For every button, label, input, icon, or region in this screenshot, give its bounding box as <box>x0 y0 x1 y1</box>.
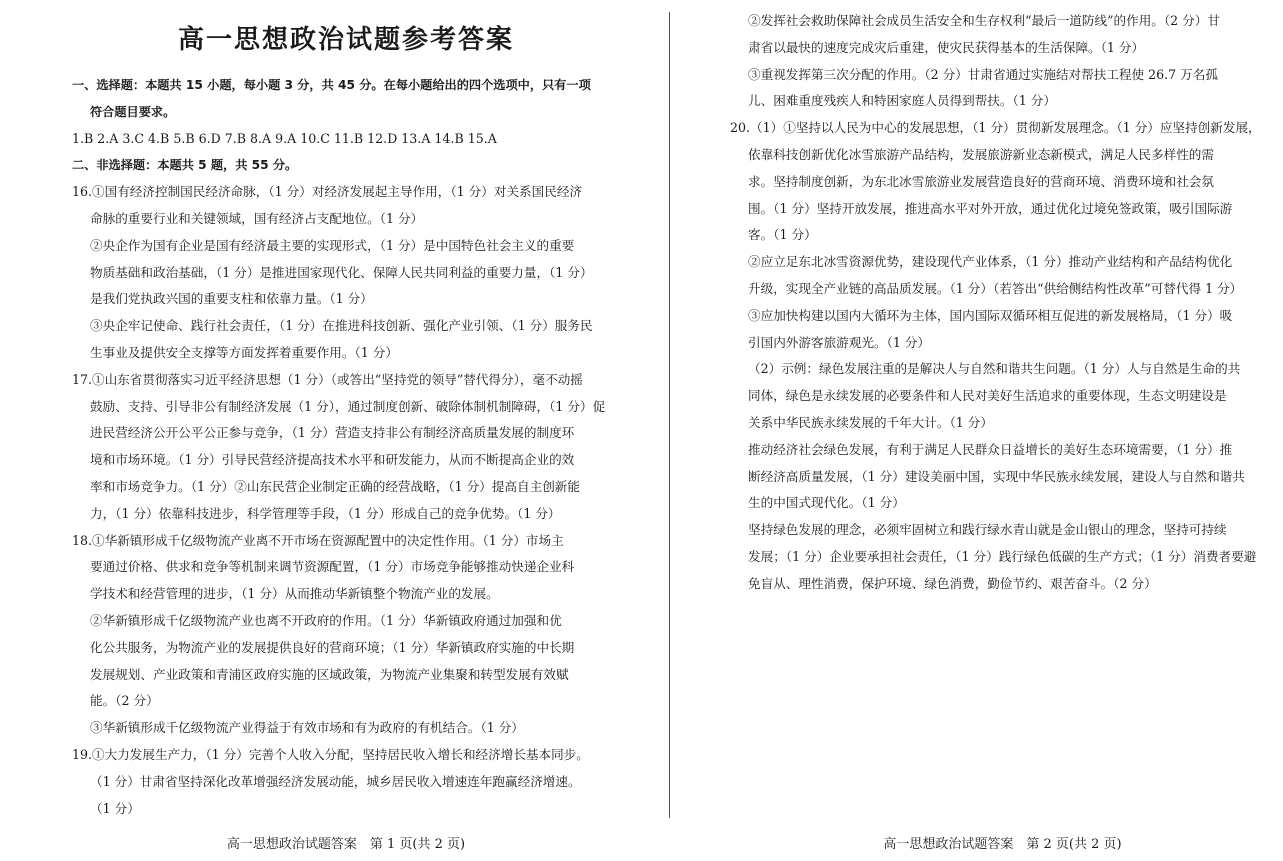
text-line: ②发挥社会救助保障社会成员生活安全和生存权利“最后一道防线”的作用。（2 分）甘 <box>748 13 1220 28</box>
text-line: ②华新镇形成千亿级物流产业也离不开政府的作用。（1 分）华新镇政府通过加强和优 <box>90 612 562 628</box>
text-line: 17.①山东省贯彻落实习近平经济思想（1 分）（或答出“坚持党的领导”替代得分），毫不动摇 <box>72 371 583 387</box>
text-line: 符合题目要求。 <box>90 104 176 119</box>
text-line: 1.B 2.A 3.C 4.B 5.B 6.D 7.B 8.A 9.A 10.C 11.B 12.D 13.A 14.B 15.A <box>72 130 497 146</box>
page-1-footer: 高一思想政治试题答案 第 1 页(共 2 页) <box>226 837 466 852</box>
text-line: 依靠科技创新优化冰雪旅游产品结构，发展旅游新业态新模式，满足人民多样性的需 <box>748 146 1214 162</box>
text-line: 客。（1 分） <box>748 227 817 243</box>
text-line: （1 分） <box>90 800 140 816</box>
text-line: ③华新镇形成千亿级物流产业得益于有效市场和有为政府的有机结合。（1 分） <box>90 720 524 736</box>
text-line: 19.①大力发展生产力，（1 分）完善个人收入分配，坚持居民收入增长和经济增长基本同步。 <box>72 746 589 762</box>
text-line: 关系中华民族永续发展的千年大计。（1 分） <box>748 414 993 430</box>
text-line: 求。坚持制度创新，为东北冰雪旅游业发展营造良好的营商环境、消费环境和社会氛 <box>748 173 1214 189</box>
text-line: 鼓励、支持、引导非公有制经济发展（1 分），通过制度创新、破除体制机制障碍，（1 分）促 <box>90 398 606 414</box>
text-line: ③重视发挥第三次分配的作用。（2 分）甘肃省通过实施结对帮扶工程使 26.7 万名孤 <box>748 66 1218 82</box>
text-line: ②央企作为国有企业是国有经济最主要的实现形式，（1 分）是中国特色社会主义的重要 <box>90 237 575 253</box>
text-line: 生的中国式现代化。（1 分） <box>748 495 905 511</box>
text-line: 命脉的重要行业和关键领域，国有经济占支配地位。（1 分） <box>90 210 424 226</box>
text-line: 学技术和经营管理的进步，（1 分）从而推动华新镇整个物流产业的发展。 <box>90 586 499 602</box>
text-line: 20.（1）①坚持以人民为中心的发展思想，（1 分）贯彻新发展理念。（1 分）应坚持创新发展， <box>730 120 1261 136</box>
text-line: 率和市场竞争力。（1 分）②山东民营企业制定正确的经营战略，（1 分）提高自主创新能 <box>90 478 580 494</box>
text-line: 能。（2 分） <box>90 693 159 709</box>
text-line: 升级，实现全产业链的高品质发展。（1 分）（若答出“供给侧结构性改革”可替代得 1 分） <box>748 280 1243 296</box>
page-divider <box>669 12 670 818</box>
text-line: 力，（1 分）依靠科技进步，科学管理等手段，（1 分）形成自己的竞争优势。（1 分） <box>90 505 561 521</box>
text-line: 免盲从、理性消费，保护环境、绿色消费，勤俭节约、艰苦奋斗。（2 分） <box>748 575 1157 591</box>
text-line: 一、选择题：本题共 15 小题，每小题 3 分，共 45 分。在每小题给出的四个选项中，只有一项 <box>72 78 591 92</box>
page-2-body <box>730 8 1275 598</box>
text-line: 引国内外游客旅游观光。（1 分） <box>748 334 931 350</box>
answer-page-2 <box>730 0 1275 861</box>
text-line: 进民营经济公开公平公正参与竞争，（1 分）营造支持非公有制经济高质量发展的制度环 <box>90 425 575 441</box>
answer-page-1 <box>72 0 620 861</box>
text-line: 断经济高质量发展，（1 分）建设美丽中国，实现中华民族永续发展，建设人与自然和谐共 <box>748 468 1245 484</box>
text-line: 16.①国有经济控制国民经济命脉，（1 分）对经济发展起主导作用，（1 分）对关系国民经济 <box>72 184 583 200</box>
text-line: ②应立足东北冰雪资源优势，建设现代产业体系，（1 分）推动产业结构和产品结构优化 <box>748 254 1233 270</box>
document-title: 高一思想政治试题参考答案 <box>177 25 514 55</box>
text-line: 推动经济社会绿色发展，有利于满足人民群众日益增长的美好生态环境需要，（1 分）推 <box>748 441 1233 457</box>
text-line: 发展规划、产业政策和青浦区政府实施的区域政策，为物流产业集聚和转型发展有效赋 <box>90 666 569 682</box>
text-line: 化公共服务，为物流产业的发展提供良好的营商环境；（1 分）华新镇政府实施的中长期 <box>90 639 575 655</box>
text-line: 发展；（1 分）企业要承担社会责任，（1 分）践行绿色低碳的生产方式；（1 分）消费者要避 <box>748 548 1257 564</box>
text-line: 肃省以最快的速度完成灾后重建，使灾民获得基本的生活保障。（1 分） <box>748 39 1145 55</box>
text-line: ③应加快构建以国内大循环为主体，国内国际双循环相互促进的新发展格局，（1 分）吸 <box>748 307 1233 323</box>
text-line: 18.①华新镇形成千亿级物流产业离不开市场在资源配置中的决定性作用。（1 分）市场主 <box>72 532 564 548</box>
text-line: 境和市场环境。（1 分）引导民营经济提高技术水平和研发能力，从而不断提高企业的效 <box>90 452 575 468</box>
page-1-body <box>72 72 620 822</box>
text-line: 物质基础和政治基础，（1 分）是推进国家现代化、保障人民共同利益的重要力量，（1 分） <box>90 264 593 280</box>
text-line: 围。（1 分）坚持开放发展，推进高水平对外开放，通过优化过境免签政策，吸引国际游 <box>748 200 1233 216</box>
text-line: （2）示例：绿色发展注重的是解决人与自然和谐共生问题。（1 分）人与自然是生命的共 <box>748 361 1241 377</box>
text-line: 生事业及提供安全支撑等方面发挥着重要作用。（1 分） <box>90 344 398 360</box>
text-line: 是我们党执政兴国的重要支柱和依靠力量。（1 分） <box>90 291 373 307</box>
page-2-footer: 高一思想政治试题答案 第 2 页(共 2 页) <box>883 837 1122 852</box>
text-line: ③央企牢记使命、践行社会责任，（1 分）在推进科技创新、强化产业引领、（1 分）服务民 <box>90 318 593 334</box>
text-line: 坚持绿色发展的理念，必须牢固树立和践行绿水青山就是金山银山的理念，坚持可持续 <box>748 522 1227 538</box>
text-line: 二、非选择题：本题共 5 题，共 55 分。 <box>72 158 298 173</box>
text-line: 要通过价格、供求和竞争等机制来调节资源配置，（1 分）市场竞争能够推动快递企业科 <box>90 559 575 575</box>
text-line: （1 分）甘肃省坚持深化改革增强经济发展动能，城乡居民收入增速连年跑赢经济增速。 <box>90 773 581 789</box>
text-line: 同体，绿色是永续发展的必要条件和人民对美好生活追求的重要体现，生态文明建设是 <box>748 388 1227 404</box>
text-line: 儿、困难重度残疾人和特困家庭人员得到帮扶。（1 分） <box>748 93 1056 109</box>
